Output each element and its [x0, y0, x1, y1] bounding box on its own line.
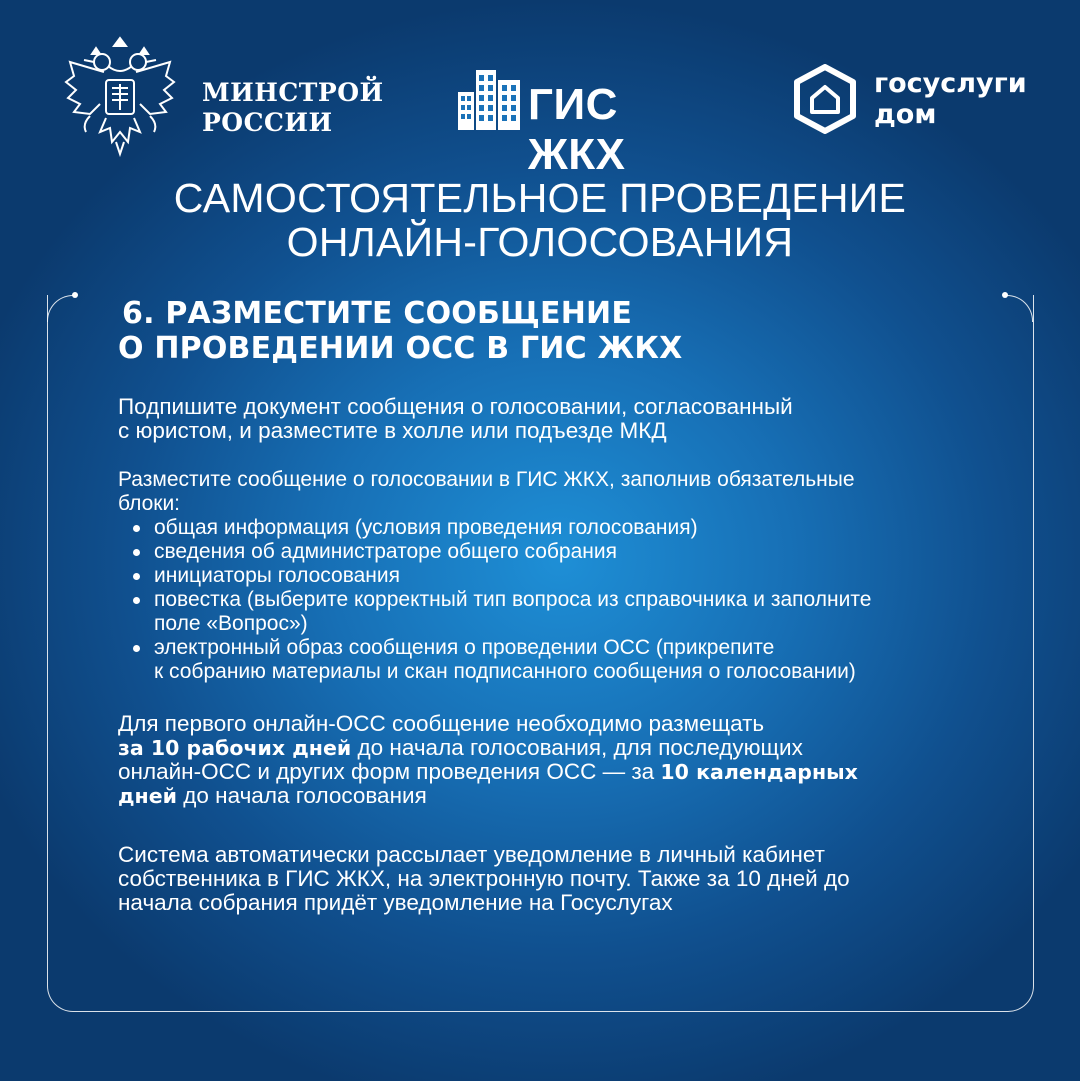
minstroy-line1: МИНСТРОЙ — [202, 78, 384, 107]
paragraph-line: начала собрания придёт уведомление на Госуслугах — [118, 890, 673, 915]
paragraph-line: Для первого онлайн-ОСС сообщение необходимо размещать — [118, 711, 765, 736]
frame-dot-left — [72, 292, 78, 298]
page-title — [0, 176, 1080, 264]
highlight-working-days: за 10 рабочих дней — [118, 736, 352, 760]
highlight-calendar-days: 10 календарных — [660, 760, 858, 784]
paragraph-fragment: онлайн-ОСС и других форм проведения ОСС — за — [118, 759, 661, 784]
paragraph-fragment: до начала голосования, для последующих — [351, 735, 803, 760]
gosuslugi-dom-logo — [792, 64, 1052, 136]
page-title-line2: ОНЛАЙН-ГОЛОСОВАНИЯ — [286, 219, 794, 265]
paragraph-fragment: до начала голосования — [177, 783, 427, 808]
step-heading-line2: О ПРОВЕДЕНИИ ОСС В ГИС ЖКХ — [118, 331, 683, 366]
list-item — [118, 636, 998, 684]
frame-dot-right — [1002, 292, 1008, 298]
paragraph-line: блоки: — [118, 492, 181, 515]
list-item-line: инициаторы голосования — [154, 564, 401, 587]
list-item-line: к собранию материалы и скан подписанного сообщения о голосовании) — [154, 660, 856, 683]
gis-zhkh-wordmark: ГИС ЖКХ — [528, 80, 626, 179]
paragraph-line: собственника в ГИС ЖКХ, на электронную почту. Также за 10 дней до — [118, 866, 850, 891]
paragraph-sign-document — [118, 395, 998, 443]
gis-zhkh-logo — [458, 66, 718, 179]
list-item-line: сведения об администраторе общего собрания — [154, 540, 617, 563]
list-item — [118, 516, 998, 540]
minstroy-wordmark — [202, 78, 384, 138]
list-item — [118, 540, 998, 564]
paragraph-deadlines — [118, 712, 998, 808]
list-item — [118, 588, 998, 636]
list-item-line: повестка (выберите корректный тип вопроса из справочника и заполните — [154, 588, 872, 611]
double-headed-eagle-icon — [60, 32, 180, 160]
paragraph-notifications — [118, 843, 998, 915]
paragraph-post-message — [118, 468, 998, 516]
house-icon — [792, 64, 858, 134]
list-item-line: электронный образ сообщения о проведении ОСС (прикрепите — [154, 636, 775, 659]
buildings-icon — [458, 66, 520, 130]
gosuslugi-line1: госуслуги — [874, 68, 1027, 99]
gosuslugi-line2: дом — [874, 99, 937, 130]
paragraph-line — [118, 736, 998, 760]
minstroy-line2: РОССИИ — [202, 108, 333, 137]
gosuslugi-wordmark — [874, 68, 1027, 130]
step-heading — [118, 296, 682, 366]
step-heading-line1: 6. РАЗМЕСТИТЕ СООБЩЕНИЕ — [122, 296, 633, 331]
paragraph-line — [118, 784, 998, 808]
paragraph-line — [118, 760, 998, 784]
paragraph-line: Разместите сообщение о голосовании в ГИС ЖКХ, заполнив обязательные — [118, 468, 855, 491]
paragraph-line: Система автоматически рассылает уведомление в личный кабинет — [118, 842, 825, 867]
page-title-line1: САМОСТОЯТЕЛЬНОЕ ПРОВЕДЕНИЕ — [173, 175, 907, 221]
paragraph-line: с юристом, и разместите в холле или подъезде МКД — [118, 418, 667, 443]
list-item-line: общая информация (условия проведения голосования) — [154, 516, 698, 539]
list-item-line: поле «Вопрос») — [154, 612, 308, 635]
minstroy-logo — [60, 32, 390, 162]
list-item — [118, 564, 998, 588]
required-blocks-list — [118, 516, 998, 684]
highlight-days: дней — [118, 784, 177, 808]
paragraph-line: Подпишите документ сообщения о голосовании, согласованный — [118, 394, 793, 419]
